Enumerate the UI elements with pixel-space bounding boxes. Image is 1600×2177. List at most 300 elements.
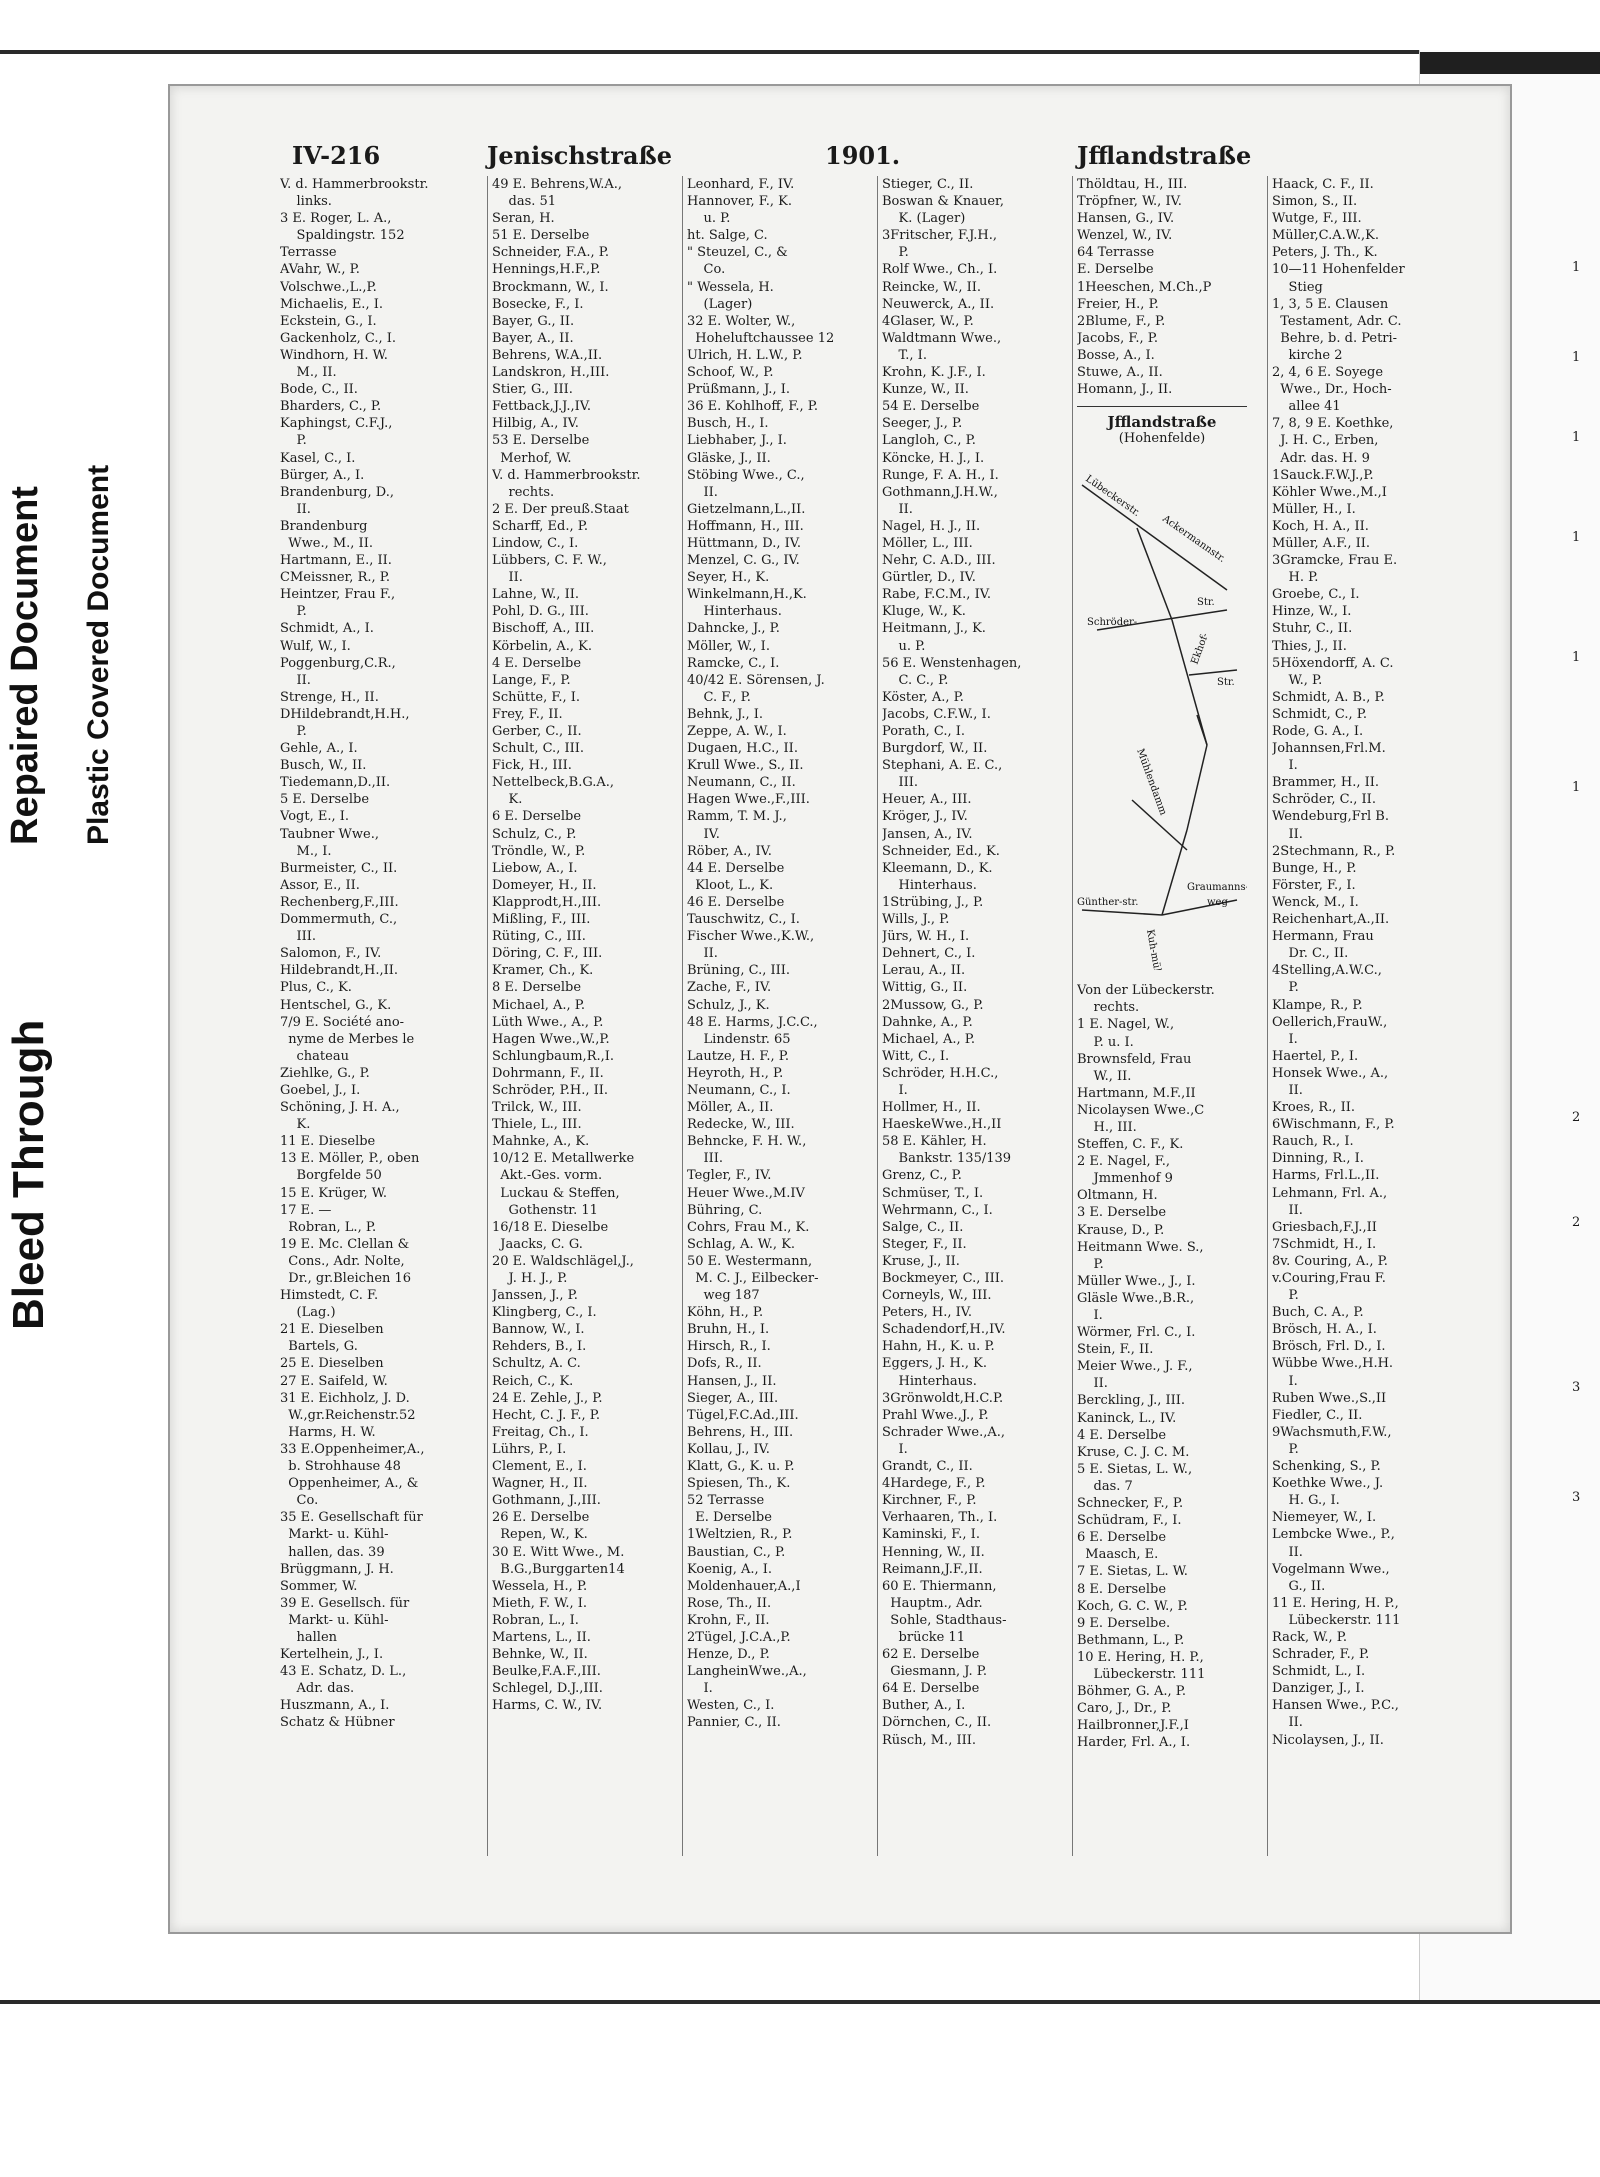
directory-entry: P. <box>280 604 307 620</box>
directory-entry: Lange, F., P. <box>492 672 571 688</box>
directory-entry: Gürtler, D., IV. <box>882 570 976 586</box>
directory-entry: 1Strübing, J., P. <box>882 894 984 910</box>
directory-entry: 60 E. Thiermann, <box>882 1578 997 1594</box>
directory-entry: " Steuzel, C., & <box>687 245 788 261</box>
directory-entry: Neumann, C., II. <box>687 775 796 791</box>
directory-entry: Steger, F., II. <box>882 1236 967 1252</box>
directory-entry: II. <box>1077 1376 1108 1392</box>
directory-entry: Reincke, W., II. <box>882 279 982 295</box>
directory-entry: Gehle, A., I. <box>280 741 358 757</box>
directory-entry: Klapprodt,H.,III. <box>492 894 602 910</box>
directory-entry: Kruse, C. J. C. M. <box>1077 1444 1190 1460</box>
directory-entry: C. F., P. <box>687 689 751 705</box>
map-label-graumann: Graumanns- <box>1187 882 1247 894</box>
directory-entry: Brandenburg, D., <box>280 484 394 500</box>
directory-entry: Schult, C., III. <box>492 741 584 757</box>
directory-entry: Michael, A., P. <box>492 997 586 1013</box>
directory-entry: Jürs, W. H., I. <box>882 929 970 945</box>
directory-entry: Waldtmann Wwe., <box>882 330 1002 346</box>
directory-entry: Repen, W., K. <box>492 1527 588 1543</box>
directory-entry: Mahnke, A., K. <box>492 1134 590 1150</box>
directory-entry: Kunze, W., II. <box>882 382 969 398</box>
directory-entry: 49 E. Behrens,W.A., <box>492 177 623 192</box>
directory-entry: Martens, L., II. <box>492 1629 591 1645</box>
directory-entry: Ramcke, C., I. <box>687 655 780 671</box>
directory-entry: Buther, A., I. <box>882 1698 966 1714</box>
directory-entry: Köhn, H., P. <box>687 1305 764 1321</box>
directory-entry: Testament, Adr. C. <box>1272 313 1402 329</box>
directory-entry: Gerber, C., II. <box>492 724 582 739</box>
directory-entry: 56 E. Wenstenhagen, <box>882 655 1022 671</box>
directory-entry: 8v. Couring, A., P. <box>1272 1253 1388 1269</box>
directory-entry: T., I. <box>882 347 927 363</box>
directory-entry: links. <box>280 194 332 210</box>
directory-entry: CMeissner, R., P. <box>280 570 390 586</box>
directory-entry: I. <box>1272 1031 1298 1047</box>
directory-entry: Hagen Wwe.,F.,III. <box>687 792 810 808</box>
directory-entry: 4 E. Derselbe <box>1077 1427 1167 1443</box>
adjacent-page-fragment: 1 <box>1572 650 1581 665</box>
directory-entry: 10—11 Hohenfelder <box>1272 262 1405 278</box>
directory-entry: Kaphingst, C.F.J., <box>280 416 393 432</box>
directory-entry: Krohn, F., II. <box>687 1612 770 1628</box>
directory-entry: Döring, C. F., III. <box>492 946 603 962</box>
directory-entry: Schöning, J. H. A., <box>280 1100 400 1116</box>
adjacent-page-fragment: 1 <box>1572 260 1581 275</box>
directory-entry: Eggers, J. H., K. <box>882 1356 988 1372</box>
directory-entry: Kroes, R., II. <box>1272 1100 1355 1116</box>
directory-entry: Rauch, R., I. <box>1272 1134 1354 1150</box>
directory-entry: Strenge, H., II. <box>280 689 379 705</box>
directory-entry: Ulrich, H. L.W., P. <box>687 347 803 363</box>
directory-entry: Brammer, H., II. <box>1272 775 1380 791</box>
directory-entry: Rehders, B., I. <box>492 1339 587 1355</box>
map-label-luebecker: Lübeckerstr. <box>1083 473 1142 520</box>
directory-entry: Zache, F., IV. <box>687 980 772 996</box>
directory-entry: Rüting, C., III. <box>492 929 586 945</box>
directory-entry: W., P. <box>1272 672 1323 688</box>
directory-entry: 17 E. — <box>280 1202 332 1218</box>
directory-entry: weg 187 <box>687 1288 760 1304</box>
directory-entry: Groebe, C., I. <box>1272 587 1360 603</box>
directory-entry: Freier, H., P. <box>1077 296 1159 312</box>
directory-entry: Hansen, J., II. <box>687 1373 777 1389</box>
year-label: 1901. <box>825 141 901 170</box>
directory-entry: I. <box>882 1441 908 1457</box>
directory-entry: Winkelmann,H.,K. <box>687 587 807 603</box>
directory-entry: Runge, F. A. H., I. <box>882 467 999 483</box>
directory-entry: Gläske, J., II. <box>687 450 771 466</box>
directory-entry: v.Couring,Frau F. <box>1272 1271 1386 1286</box>
directory-entry: Tauschwitz, C., I. <box>687 912 800 928</box>
directory-entry: Köster, A., P. <box>882 689 964 705</box>
directory-entry: Schüdram, F., I. <box>1077 1513 1182 1529</box>
directory-entry: Mieth, F. W., I. <box>492 1595 588 1611</box>
directory-entry: 1 E. Nagel, W., <box>1077 1017 1175 1033</box>
directory-entry: Frey, F., II. <box>492 706 563 722</box>
directory-entry: Meier Wwe., J. F., <box>1077 1359 1193 1375</box>
directory-entry: Behnk, J., I. <box>687 706 764 722</box>
directory-entry: Peters, H., IV. <box>882 1305 973 1321</box>
directory-entry: Wessela, H., P. <box>492 1578 588 1594</box>
directory-entry: Giesmann, J. P. <box>882 1664 987 1680</box>
directory-entry: 1Sauck.F.W.J.,P. <box>1272 467 1374 483</box>
directory-entry: V. d. Hammerbrookstr. <box>280 177 429 192</box>
directory-entry: 20 E. Waldschlägel,J., <box>492 1253 634 1269</box>
directory-entry: K. <box>492 792 523 808</box>
directory-entry: Hoffmann, H., III. <box>687 518 804 534</box>
directory-entry: u. P. <box>882 638 926 654</box>
directory-entry: Neuwerck, A., II. <box>882 296 995 312</box>
directory-entry: rechts. <box>1077 1000 1140 1016</box>
directory-entry: 7/9 E. Société ano- <box>280 1014 405 1030</box>
directory-entry: 64 Terrasse <box>1077 245 1155 261</box>
directory-entry: Dugaen, H.C., II. <box>687 741 798 757</box>
directory-entry: Wills, J., P. <box>882 912 950 928</box>
directory-entry: Nehr, C. A.D., III. <box>882 553 996 569</box>
directory-entry: Krohn, K. J.F., I. <box>882 365 986 381</box>
directory-entry: 5 E. Derselbe <box>280 792 370 808</box>
directory-entry: nyme de Merbes le <box>280 1031 415 1047</box>
directory-entry: Caro, J., Dr., P. <box>1077 1701 1172 1717</box>
directory-entry: 4 E. Derselbe <box>492 655 582 671</box>
directory-entry: Schröder, P.H., II. <box>492 1082 609 1098</box>
directory-entry: Seeger, J., P. <box>882 416 963 432</box>
directory-entry: Hauptm., Adr. <box>882 1595 983 1611</box>
directory-entry: P. u. I. <box>1077 1034 1134 1050</box>
directory-entry: B.G.,Burggarten14 <box>492 1561 625 1577</box>
directory-entry: Koch, G. C. W., P. <box>1077 1598 1188 1614</box>
directory-entry: 48 E. Harms, J.C.C., <box>687 1014 818 1030</box>
directory-entry: Lührs, P., I. <box>492 1441 567 1457</box>
directory-entry: Prahl Wwe.,J., P. <box>882 1407 989 1423</box>
directory-entry: 7 E. Sietas, L. W. <box>1077 1564 1188 1580</box>
adjacent-page-fragment: 1 <box>1572 780 1581 795</box>
directory-entry: Heuer Wwe.,M.IV <box>687 1185 805 1201</box>
directory-entry: Brösch, H. A., I. <box>1272 1322 1377 1338</box>
street-title-right: Jfflandstraße <box>1077 141 1252 170</box>
directory-entry: brücke 11 <box>882 1629 965 1645</box>
directory-entry: Wwe., M., II. <box>280 535 373 551</box>
directory-entry: Stier, G., III. <box>492 382 573 398</box>
page-number: IV-216 <box>292 141 381 170</box>
directory-entry: Robran, L., P. <box>280 1219 377 1235</box>
directory-entry: 46 E. Derselbe <box>687 894 785 910</box>
directory-entry: 8 E. Derselbe <box>1077 1581 1167 1597</box>
directory-entry: Hartmann, E., II. <box>280 553 392 569</box>
directory-entry: Müller Wwe., J., I. <box>1077 1273 1196 1289</box>
directory-entry: Stieger, C., II. <box>882 177 974 192</box>
directory-entry: Schnecker, F., P. <box>1077 1496 1184 1512</box>
directory-entry: Henning, W., II. <box>882 1544 985 1560</box>
directory-entry: H., III. <box>1077 1119 1137 1135</box>
directory-entry: Krause, D., P. <box>1077 1222 1165 1238</box>
directory-entry: Huszmann, A., I. <box>280 1698 390 1714</box>
directory-entry: 9 E. Derselbe. <box>1077 1615 1171 1631</box>
directory-entry: Liebow, A., I. <box>492 860 578 876</box>
directory-entry: Michael, A., P. <box>882 1031 976 1047</box>
directory-entry: Ruben Wwe.,S.,II <box>1272 1390 1387 1406</box>
directory-entry: Hagen Wwe.,W.,P. <box>492 1031 610 1047</box>
map-label-schroeder: Schröder- <box>1087 617 1138 629</box>
directory-entry: Möller, A., II. <box>687 1100 774 1116</box>
directory-entry: Hentschel, G., K. <box>280 997 392 1013</box>
directory-entry: Vogelmann Wwe., <box>1272 1561 1390 1577</box>
directory-entry: 5Höxendorff, A. C. <box>1272 655 1394 671</box>
directory-entry: Henze, D., P. <box>687 1647 770 1663</box>
directory-entry: Thiele, L., III. <box>492 1117 582 1133</box>
directory-entry: Grenz, C., P. <box>882 1168 962 1184</box>
directory-entry: Rabe, F.C.M., IV. <box>882 587 991 603</box>
directory-entry: III. <box>687 1151 724 1167</box>
column-rule <box>1072 176 1073 1856</box>
directory-entry: Möller, W., I. <box>687 638 770 654</box>
directory-entry: Schmidt, A. B., P. <box>1272 689 1385 705</box>
page-header <box>170 141 1510 181</box>
directory-entry: Luckau & Steffen, <box>492 1185 620 1201</box>
directory-entry: Gläsle Wwe.,B.R., <box>1077 1290 1195 1306</box>
directory-entry: 3Grönwoldt,H.C.P. <box>882 1390 1004 1406</box>
directory-entry: 13 E. Möller, P., oben <box>280 1151 420 1167</box>
directory-entry: Trilck, W., III. <box>492 1100 582 1116</box>
directory-entry: 58 E. Kähler, H. <box>882 1134 987 1150</box>
directory-entry: Hildebrandt,H.,II. <box>280 963 399 979</box>
directory-entry: Rolf Wwe., Ch., I. <box>882 262 998 278</box>
directory-entry: Brösch, Frl. D., I. <box>1272 1339 1386 1355</box>
directory-entry: Lübeckerstr. 111 <box>1272 1612 1401 1628</box>
directory-entry: Von der Lübeckerstr. <box>1077 983 1215 999</box>
directory-entry: Behrens, H., III. <box>687 1424 794 1440</box>
map-subtitle: (Hohenfelde) <box>1118 431 1206 447</box>
directory-entry: 3 E. Roger, L. A., <box>280 211 392 227</box>
directory-entry: Seran, H. <box>492 211 555 227</box>
map-label-str2: Str. <box>1217 677 1235 689</box>
repaired-document-label: Repaired Document <box>4 486 46 845</box>
street-map <box>1077 406 1247 974</box>
directory-entry: Gietzelmann,L.,II. <box>687 501 806 517</box>
directory-entry: Schatz & Hübner <box>280 1715 395 1731</box>
plastic-covered-label: Plastic Covered Document <box>82 464 115 845</box>
directory-entry: 36 E. Kohlhoff, F., P. <box>687 399 819 415</box>
adjacent-page-fragment: 2 <box>1572 1110 1581 1125</box>
directory-entry: IV. <box>687 826 720 842</box>
directory-entry: Stephani, A. E. C., <box>882 758 1003 774</box>
directory-page <box>168 84 1512 1934</box>
directory-entry: 53 E. Derselbe <box>492 433 590 449</box>
map-label-guenther: Günther-str. <box>1077 897 1139 909</box>
directory-entry: Klatt, G., K. u. P. <box>687 1459 795 1475</box>
directory-entry: Oltmann, H. <box>1077 1188 1158 1204</box>
directory-entry: Bode, C., II. <box>280 382 358 398</box>
directory-entry: Jmmenhof 9 <box>1077 1171 1173 1187</box>
directory-entry: Akt.-Ges. vorm. <box>492 1168 603 1184</box>
directory-entry: Nagel, H. J., II. <box>882 518 981 534</box>
directory-entry: Lüth Wwe., A., P. <box>492 1014 604 1030</box>
directory-entry: Peters, J. Th., K. <box>1272 245 1378 261</box>
directory-entry: Rose, Th., II. <box>687 1595 772 1611</box>
directory-entry: Stöbing Wwe., C., <box>687 467 805 483</box>
directory-entry: II. <box>1272 1082 1303 1098</box>
directory-entry: Menzel, C. G., IV. <box>687 553 800 569</box>
directory-entry: u. P. <box>687 211 731 227</box>
directory-entry: Verhaaren, Th., I. <box>882 1510 998 1526</box>
directory-entry: Wulf, W., I. <box>280 638 351 654</box>
directory-entry: II. <box>687 946 718 962</box>
directory-entry: 25 E. Dieselben <box>280 1356 384 1372</box>
directory-entry: 2, 4, 6 E. Soyege <box>1272 365 1384 381</box>
directory-entry: Co. <box>687 262 726 278</box>
directory-entry: Thöldtau, H., III. <box>1077 177 1188 192</box>
directory-entry: Hinterhaus. <box>687 604 782 620</box>
directory-entry: Schmidt, A., I. <box>280 621 374 637</box>
directory-entry: Ramm, T. M. J., <box>687 809 787 825</box>
directory-entry: 15 E. Krüger, W. <box>280 1185 388 1201</box>
directory-entry: Lübbers, C. F. W., <box>492 553 607 569</box>
directory-entry: Pohl, D. G., III. <box>492 604 589 620</box>
directory-entry: das. 7 <box>1077 1478 1133 1494</box>
directory-entry: Gothmann, J.,III. <box>492 1493 601 1509</box>
adjacent-page-top-bar <box>1420 52 1600 74</box>
directory-entry: 43 E. Schatz, D. L., <box>280 1664 407 1680</box>
directory-entry: Bartels, G. <box>280 1339 358 1355</box>
directory-entry: K. (Lager) <box>882 211 966 227</box>
map-label-eckhof: Ekhof- <box>1189 631 1211 667</box>
directory-entry: " Wessela, H. <box>687 279 774 295</box>
directory-entry: Spiesen, Th., K. <box>687 1476 791 1492</box>
directory-entry: Bannow, W., I. <box>492 1322 585 1338</box>
directory-entry: Bayer, A., II. <box>492 330 574 346</box>
directory-entry: Hilbig, A., IV. <box>492 416 579 432</box>
directory-entry: Robran, L., I. <box>492 1612 579 1628</box>
directory-entry: Lautze, H. F., P. <box>687 1048 790 1064</box>
directory-entry: Koethke Wwe., J. <box>1272 1476 1384 1492</box>
directory-entry: kirche 2 <box>1272 347 1343 363</box>
directory-entry: 30 E. Witt Wwe., M. <box>492 1544 625 1560</box>
directory-entry: V. d. Hammerbrookstr. <box>492 467 641 483</box>
directory-entry: Bühring, C. <box>687 1202 763 1218</box>
adjacent-page-fragment: 3 <box>1572 1490 1581 1505</box>
directory-entry: Thies, J., II. <box>1272 638 1347 654</box>
directory-entry: chateau <box>280 1048 349 1064</box>
column-rule <box>1267 176 1268 1856</box>
directory-entry: Bharders, C., P. <box>280 399 382 415</box>
directory-entry: Vogt, E., I. <box>280 809 349 825</box>
directory-entry: 2Tügel, J.C.A.,P. <box>687 1629 791 1645</box>
directory-entry: Harms, C. W., IV. <box>492 1698 603 1714</box>
directory-entry: Bosse, A., I. <box>1077 347 1155 363</box>
directory-entry: Wenzel, W., IV. <box>1077 228 1173 244</box>
directory-entry: Buch, C. A., P. <box>1272 1305 1364 1321</box>
directory-entry: I. <box>1272 1373 1298 1389</box>
directory-entry: Witt, C., I. <box>882 1048 950 1064</box>
directory-column-1 <box>280 176 485 1876</box>
directory-entry: 21 E. Dieselben <box>280 1322 384 1338</box>
directory-entry: Schmidt, L., I. <box>1272 1664 1366 1680</box>
directory-entry: Hinterhaus. <box>882 1373 977 1389</box>
directory-entry: Sohle, Stadthaus- <box>882 1612 1007 1628</box>
directory-entry: Hermann, Frau <box>1272 929 1374 945</box>
directory-entry: (Lag.) <box>280 1305 336 1321</box>
directory-entry: J. H. C., Erben, <box>1272 433 1379 449</box>
directory-entry: Poggenburg,C.R., <box>280 655 396 671</box>
directory-entry: II. <box>1272 1715 1303 1731</box>
directory-entry: Krull Wwe., S., II. <box>687 758 804 774</box>
directory-entry: P. <box>1272 980 1299 996</box>
directory-entry: Tegler, F., IV. <box>687 1168 772 1184</box>
directory-entry: Kruse, J., II. <box>882 1253 960 1269</box>
directory-entry: Wehrmann, C., I. <box>882 1202 993 1218</box>
directory-entry: AVahr, W., P. <box>280 262 360 278</box>
directory-entry: Koch, H. A., II. <box>1272 518 1369 534</box>
directory-entry: 11 E. Dieselbe <box>280 1134 376 1150</box>
map-label-kuhmuehle: Kuh-mühle <box>1144 928 1165 971</box>
directory-entry: Schlungbaum,R.,I. <box>492 1048 615 1064</box>
directory-entry: Hailbronner,J.F.,I <box>1077 1718 1189 1734</box>
directory-entry: Bethmann, L., P. <box>1077 1632 1185 1648</box>
directory-entry: Griesbach,F.J.,II <box>1272 1219 1377 1235</box>
directory-entry: Markt- u. Kühl- <box>280 1527 389 1543</box>
directory-entry: 19 E. Mc. Clellan & <box>280 1236 410 1252</box>
directory-entry: Schneider, F.A., P. <box>492 245 610 261</box>
bleed-through-label: Bleed Through <box>4 1019 53 1330</box>
directory-entry: Brownsfeld, Frau <box>1077 1051 1192 1067</box>
directory-entry: Wörmer, Frl. C., I. <box>1077 1325 1196 1341</box>
directory-entry: allee 41 <box>1272 399 1341 415</box>
directory-entry: Stuhr, C., II. <box>1272 621 1353 637</box>
directory-entry: Wittig, G., II. <box>882 980 968 996</box>
directory-entry: Reich, C., K. <box>492 1373 574 1389</box>
directory-entry: Dinning, R., I. <box>1272 1151 1364 1167</box>
directory-entry: Plus, C., K. <box>280 980 352 996</box>
directory-entry: Bischoff, A., III. <box>492 621 595 637</box>
directory-entry: Brüggmann, J. H. <box>280 1561 394 1577</box>
directory-entry: Hüttmann, D., IV. <box>687 535 801 551</box>
directory-entry: II. <box>280 501 311 517</box>
directory-entry: Schlag, A. W., K. <box>687 1236 796 1252</box>
directory-entry: Eckstein, G., I. <box>280 313 377 329</box>
directory-entry: Taubner Wwe., <box>280 826 379 842</box>
directory-entry: Kaminski, F., I. <box>882 1527 980 1543</box>
directory-entry: Müller, H., I. <box>1272 501 1356 517</box>
directory-entry: 51 E. Derselbe <box>492 228 590 244</box>
directory-entry: Schütte, F., I. <box>492 689 580 705</box>
directory-entry: Bürger, A., I. <box>280 467 365 483</box>
directory-entry: Stieg <box>1272 279 1323 295</box>
map-label-muehlendamm: Mühlendamm <box>1134 747 1169 818</box>
directory-entry: Kloot, L., K. <box>687 877 774 893</box>
directory-entry: 2 E. Der preuß.Staat <box>492 501 629 517</box>
directory-entry: 35 E. Gesellschaft für <box>280 1510 423 1526</box>
directory-entry: 1Weltzien, R., P. <box>687 1527 793 1543</box>
directory-entry: Böhmer, G. A., P. <box>1077 1684 1187 1700</box>
directory-entry: Borgfelde 50 <box>280 1168 382 1184</box>
directory-entry: Ziehlke, G., P. <box>280 1065 370 1081</box>
directory-entry: Michaelis, E., I. <box>280 296 383 312</box>
directory-entry: Kollau, J., IV. <box>687 1441 770 1457</box>
directory-entry: Wendeburg,Frl B. <box>1272 809 1389 825</box>
directory-entry: Heitmann Wwe. S., <box>1077 1239 1204 1255</box>
directory-entry: Behre, b. d. Petri- <box>1272 330 1398 346</box>
directory-column-5 <box>1077 176 1265 1876</box>
directory-entry: II. <box>492 570 523 586</box>
directory-entry: Mißling, F., III. <box>492 912 591 928</box>
directory-entry: Bankstr. 135/139 <box>882 1151 1012 1167</box>
directory-entry: Lahne, W., II. <box>492 587 579 603</box>
directory-entry: Jaacks, C. G. <box>492 1236 583 1252</box>
directory-entry: Schlegel, D.J.,III. <box>492 1681 603 1697</box>
directory-entry: 44 E. Derselbe <box>687 860 785 876</box>
directory-entry: Dörnchen, C., II. <box>882 1715 992 1731</box>
